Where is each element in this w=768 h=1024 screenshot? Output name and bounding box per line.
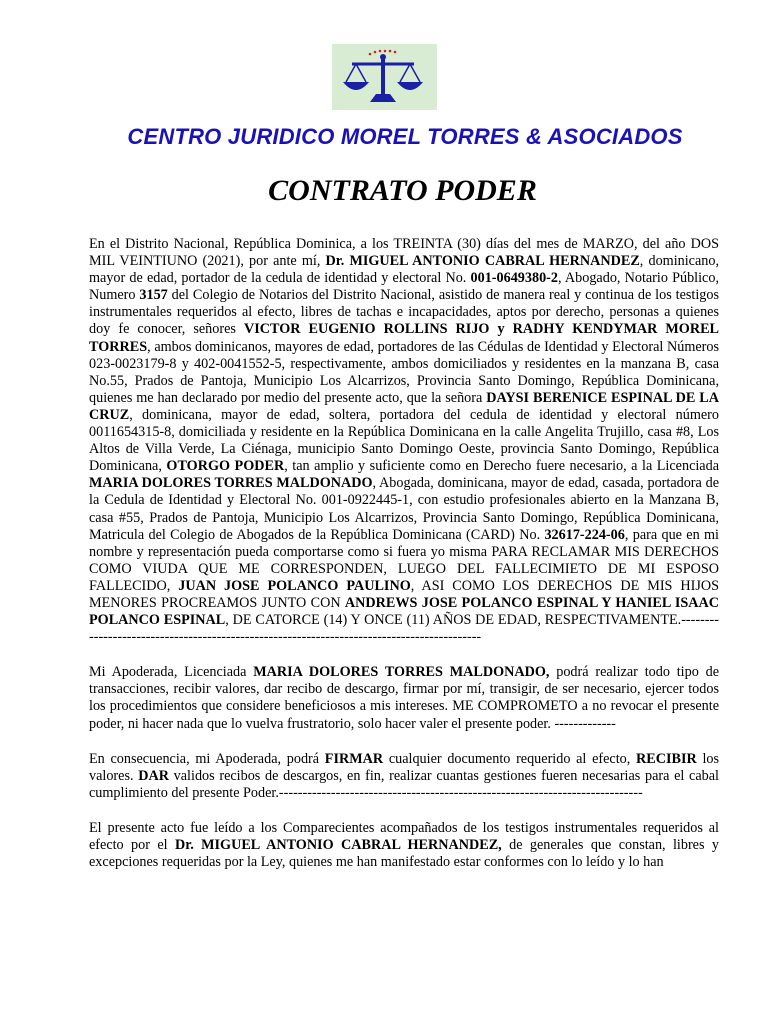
- text-run: validos recibos de descargos, en fin, realizar cuantas gestiones fueren necesarias para el cabal cumplimiento del presente Poder.-----------------------------------------------------------------------------: [89, 767, 719, 801]
- paragraph-4: [89, 820, 719, 871]
- text-run: , ambos dominicanos, mayores de edad, portadores de las Cédulas de Identidad y Electoral Números 023-0023179-8 y 402-0041552-5, respectivamente, ambos domiciliados y residentes en la manzana B, casa No.55, Prados de Pantoja, Municipio Los Alcarrizos, Provincia Santo Domingo, República Dominicana, quienes me han declarado por medio del presente acto, que la señora: [89, 338, 719, 406]
- bold-text-run: MARIA DOLORES TORRES MALDONADO: [89, 475, 373, 492]
- text-run: , Abogada, dominicana, mayor de edad, casada, portadora de la Cedula de Identidad y Electoral No. 001-0922445-1, con estudio profesionales abierto en la Manzana B, casa #55, Prados de Pantoja, Municipio Los Alcarrizos, Provincia Santo Domingo, República Dominicana, Matricula del Colegio de Abogados de la República Dominicana (CARD) No.: [89, 475, 719, 543]
- bold-text-run: RECIBIR: [636, 750, 697, 767]
- text-run: de generales que constan, libres y excepciones requeridas por la Ley, quienes me han manifestado estar conformes con lo leído y lo han: [89, 837, 719, 871]
- text-run: podrá realizar todo tipo de transacciones, recibir valores, dar recibo de descargo, firmar por mí, transigir, de ser necesario, ejercer todos los procedimientos que considere beneficiosos a mis intereses. ME COMPROMETO a no revocar el presente poder, ni hacer nada que lo vuelva frustratorio, solo hacer valer el presente poder. -------------: [89, 664, 720, 732]
- bold-text-run: MARIA DOLORES TORRES MALDONADO,: [253, 664, 550, 681]
- bold-text-run: 32617-224-06: [544, 526, 625, 543]
- document-body: [89, 236, 719, 889]
- bold-text-run: Dr. MIGUEL ANTONIO CABRAL HERNANDEZ: [325, 253, 640, 270]
- bold-text-run: FIRMAR: [324, 750, 384, 767]
- text-run: , ASI COMO LOS DERECHOS DE MIS HIJOS MENORES PROCREAMOS JUNTO CON: [89, 577, 720, 611]
- bold-text-run: OTORGO PODER: [166, 458, 285, 475]
- text-run: El presente acto fue leído a los Comparecientes acompañados de los testigos instrumentales requeridos al efecto por el: [89, 819, 719, 853]
- firm-name: CENTRO JURIDICO MOREL TORRES & ASOCIADOS: [127, 124, 683, 149]
- text-run: En el Distrito Nacional, República Dominica, a los TREINTA (30) días del mes de MARZO, del año DOS MIL VEINTIUNO (2021), por ante mí,: [89, 236, 719, 270]
- bold-text-run: VICTOR EUGENIO ROLLINS RIJO y RADHY KENDYMAR MOREL TORRES: [89, 321, 719, 355]
- bold-text-run: 3157: [139, 287, 168, 304]
- text-run: cualquier documento requerido al efecto,: [383, 750, 637, 767]
- text-run: En consecuencia, mi Apoderada, podrá: [89, 750, 325, 767]
- text-run: los valores.: [89, 750, 720, 784]
- paragraph-3: [89, 751, 719, 802]
- scales-of-justice-icon: [332, 42, 437, 112]
- paragraph-1: [89, 236, 719, 646]
- text-run: , dominicana, mayor de edad, soltera, portadora del cedula de identidad y electoral número 0011654315-8, domiciliada y residente en la República Dominicana en la calle Angelita Trujillo, casa #8, Los Altos de Villa Verde, La Ciénaga, municipio Santo Domingo Oeste, provincia Santo Domingo, República Dominicana,: [89, 406, 719, 475]
- bold-text-run: ANDREWS JOSE POLANCO ESPINAL Y HANIEL ISAAC POLANCO ESPINAL: [89, 594, 719, 629]
- paragraph-2: [89, 664, 719, 732]
- document-title: CONTRATO PODER: [268, 174, 537, 207]
- text-run: , DE CATORCE (14) Y ONCE (11) AÑOS DE EDAD, RESPECTIVAMENTE.-------------------------------------------------------------------------------------------: [89, 612, 719, 646]
- text-run: , para que en mi nombre y representación pueda comportarse como si fuera yo misma PARA RECLAMAR MIS DERECHOS COMO VIUDA QUE ME CORRESPONDEN, LUEGO DEL FALLECIMIETO DE MI ESPOSO FALLECIDO,: [89, 526, 719, 594]
- bold-text-run: 001-0649380-2: [470, 270, 558, 287]
- bold-text-run: Dr. MIGUEL ANTONIO CABRAL HERNANDEZ,: [174, 837, 502, 853]
- text-run: , Abogado, Notario Público, Numero: [89, 270, 719, 304]
- bold-text-run: DAYSI BERENICE ESPINAL DE LA CRUZ: [89, 389, 719, 423]
- text-run: Mi Apoderada, Licenciada: [89, 664, 254, 681]
- text-run: , tan amplio y suficiente como en Derecho fuere necesario, a la Licenciada: [284, 458, 719, 475]
- text-run: del Colegio de Notarios del Distrito Nacional, asistido de manera real y continua de los testigos instrumentales requeridos al efecto, libres de tachas e incapacidades, aptos por derecho, personas a quienes doy fe conocer, señores: [89, 287, 719, 338]
- text-run: , dominicano, mayor de edad, portador de la cedula de identidad y electoral No.: [89, 253, 720, 287]
- bold-text-run: JUAN JOSE POLANCO PAULINO: [178, 577, 411, 594]
- bold-text-run: DAR: [138, 767, 169, 784]
